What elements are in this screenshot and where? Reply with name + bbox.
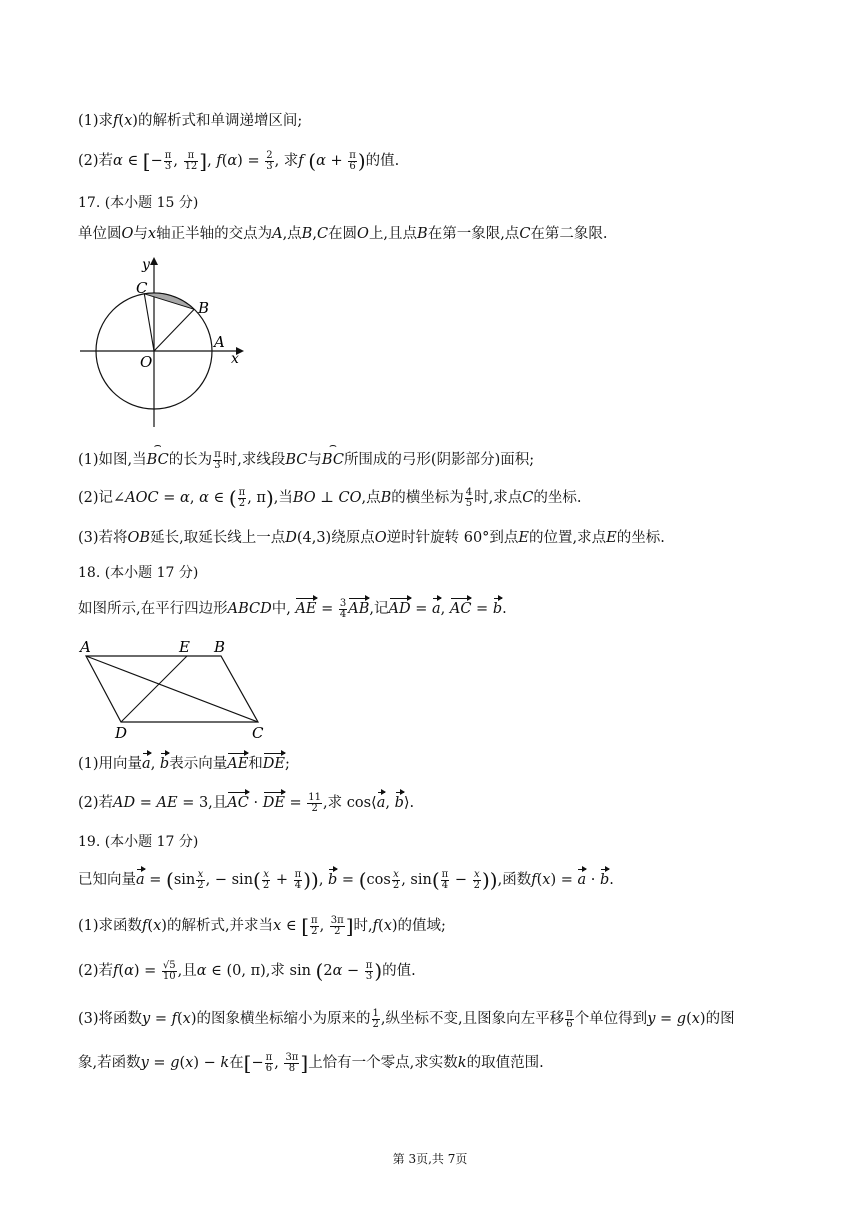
q16-part2: (2)若α ∈ [− $\frac{\pi}{3}$ , $\frac{\pi}{12}$ ], f(α) = $\frac{2}{3}$ , 求f (α + $\frac{\pi}{6}$ )的值.	[78, 149, 400, 173]
q16-part1: (1)求f(x)的解析式和单调递增区间;	[78, 113, 303, 129]
q18-heading: 18. (本小题 17 分)	[78, 565, 199, 581]
q19-part2: (2)若f(α) = $\frac{√5}{10}$ ,且α ∈ (0, π),求 sin (2α − $\frac{\pi}{3}$ )的值.	[78, 959, 416, 983]
axis-y-label: y	[142, 257, 150, 273]
point-o-label: O	[140, 353, 153, 371]
q17-stem: 单位圆O与x轴正半轴的交点为A,点B,C在圆O上,且点B在第一象限,点C在第二象限.	[78, 226, 608, 242]
q19-part1: (1)求函数f(x)的解析式,并求当x ∈ [ $\frac{\pi}{2}$ , $\frac{3\pi}{2}$ ]时,f(x)的值域;	[78, 914, 446, 938]
point-d-label: D	[115, 724, 128, 742]
point-c-label: C	[136, 279, 148, 297]
point-b-label: B	[198, 299, 210, 317]
q19-stem: 已知向量a = (sin $\frac{x}{2}$ , − sin( $\frac{x}{2}$ + $\frac{\pi}{4}$ )), b = (cos $\frac{x}{2}$ , sin( $\frac{\pi}{4}$ − $\frac{x}{2}$ )),函数f(x) = a · b.	[78, 868, 614, 892]
q17-heading: 17. (本小题 15 分)	[78, 195, 199, 211]
q17-part3: (3)若将OB延长,取延长线上一点D(4,3)绕原点O逆时针旋转 60°到点E的位置,求点E的坐标.	[78, 530, 665, 546]
point-a-label: A	[214, 333, 225, 351]
point-a-label: A	[80, 638, 91, 656]
q19-part3-line1: (3)将函数y = f(x)的图象横坐标缩小为原来的 $\frac{1}{2}$ ,纵坐标不变,且图象向左平移 $\frac{\pi}{6}$ 个单位得到y = g(x)的图	[78, 1007, 735, 1030]
parallelogram-figure	[76, 638, 276, 743]
q19-heading: 19. (本小题 17 分)	[78, 834, 199, 850]
q17-part1: (1)如图,当⌢ BC的长为 $\frac{\pi}{3}$ 时,求线段BC与⌢ BC所围成的弓形(阴影部分)面积;	[78, 449, 534, 471]
unit-circle-figure	[76, 255, 246, 435]
q18-part1: (1)用向量a, b表示向量AE和DE;	[78, 753, 290, 775]
axis-x-label: x	[231, 351, 239, 367]
q18-stem: 如图所示,在平行四边形ABCD中, AE = $\frac{3}{4}$ AB,记AD = a, AC = b.	[78, 597, 507, 620]
page-footer: 第 3页,共 7页	[392, 1152, 468, 1166]
point-c-label: C	[252, 724, 264, 742]
point-b-label: B	[214, 638, 226, 656]
point-e-label: E	[179, 638, 190, 656]
q17-part2: (2)记∠AOC = α, α ∈ ( $\frac{\pi}{2}$ , π),当BO ⊥ CO,点B的横坐标为 $\frac{4}{5}$ 时,求点C的坐标.	[78, 486, 582, 510]
q18-part2: (2)若AD = AE = 3,且AC · DE = $\frac{11}{2}$ ,求 cos⟨a, b⟩.	[78, 791, 415, 814]
q19-part3-line2: 象,若函数y = g(x) − k在[− $\frac{\pi}{6}$ , $\frac{3\pi}{8}$ ]上恰有一个零点,求实数k的取值范围.	[78, 1051, 544, 1075]
